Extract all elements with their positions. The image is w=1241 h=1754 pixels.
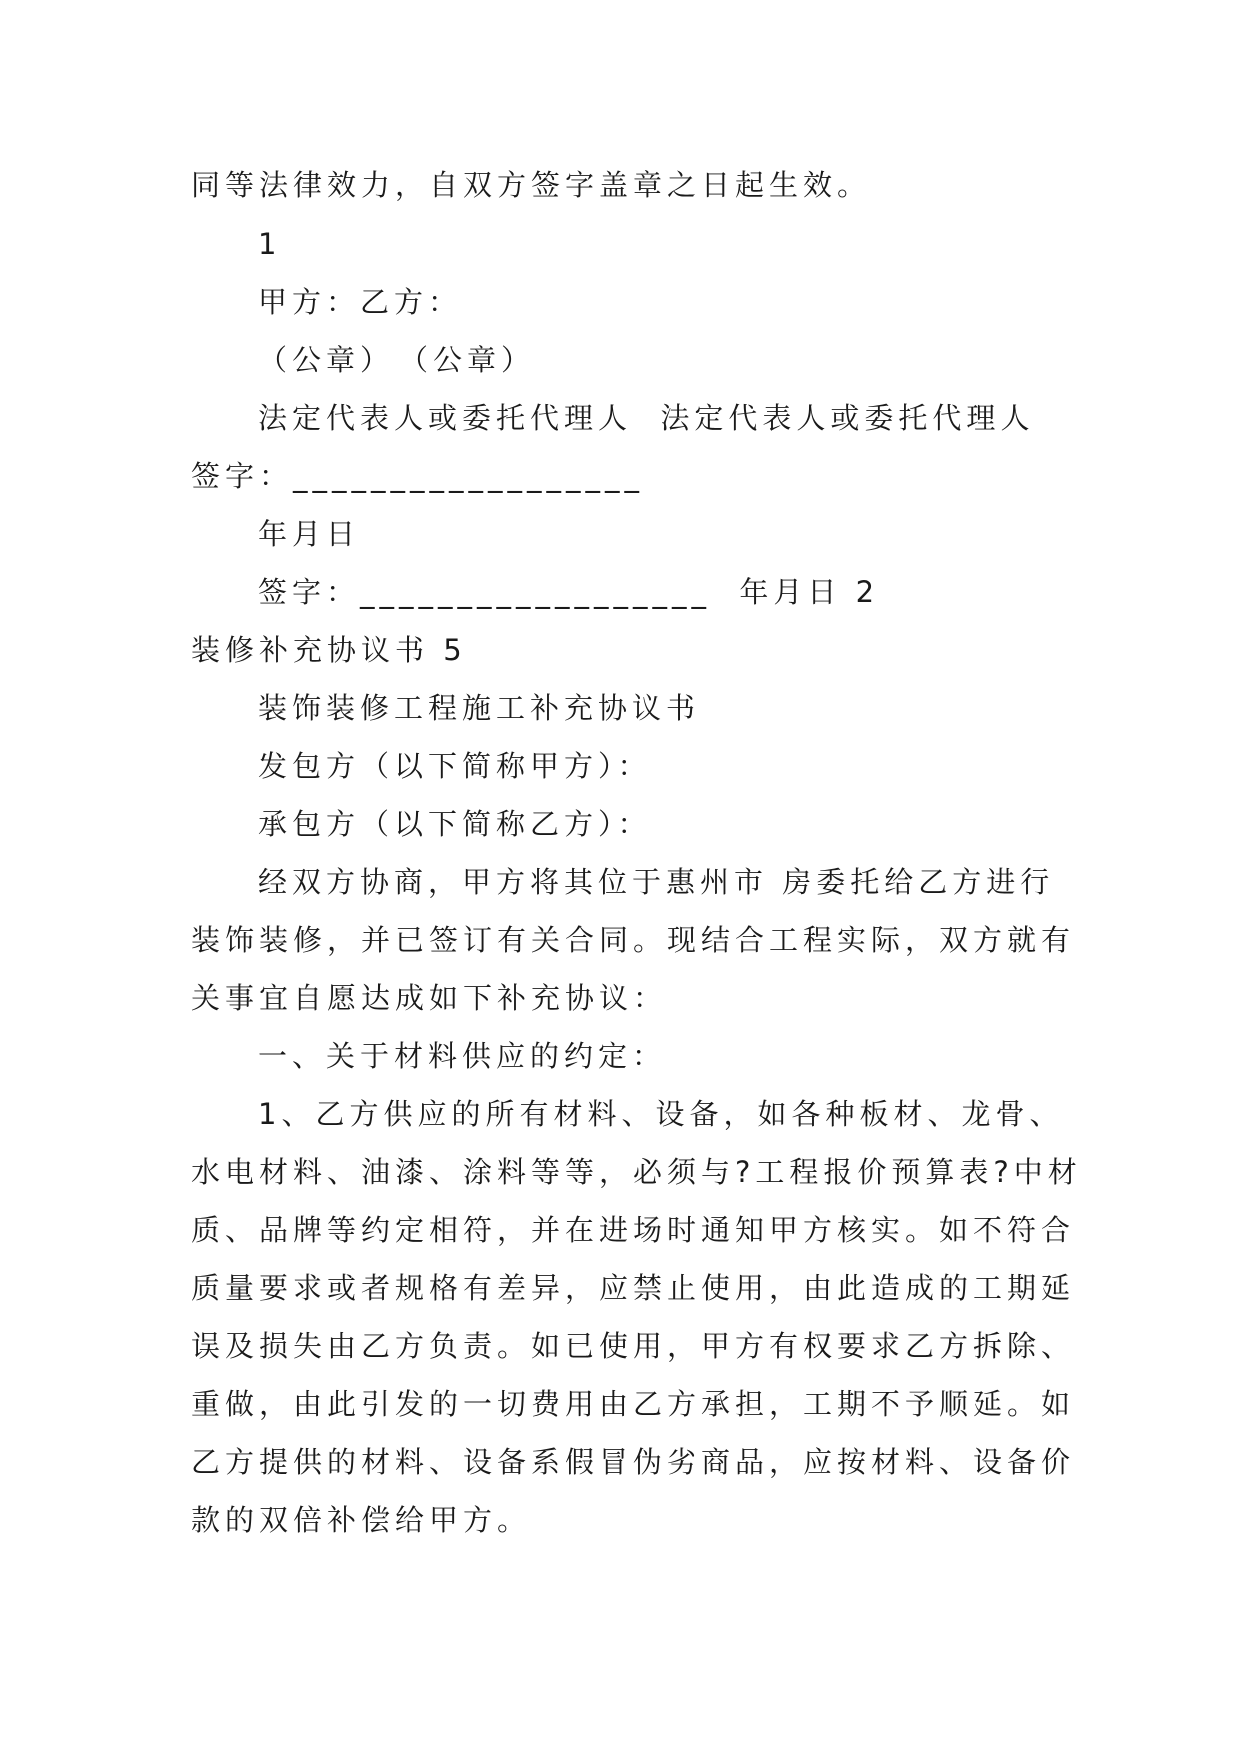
paragraph-line: 误及损失由乙方负责。如已使用，甲方有权要求乙方拆除、 bbox=[191, 1329, 1076, 1363]
clause-heading: 一、关于材料供应的约定： bbox=[258, 1039, 667, 1073]
signature-line: 签字：__________________ bbox=[191, 459, 645, 493]
paragraph-line: 重做，由此引发的一切费用由乙方承担，工期不予顺延。如 bbox=[191, 1387, 1076, 1421]
signature-parties: 甲方：乙方： bbox=[258, 285, 463, 319]
paragraph-line: 乙方提供的材料、设备系假冒伪劣商品，应按材料、设备价 bbox=[191, 1445, 1076, 1479]
party-b-line: 承包方（以下简称乙方）： bbox=[258, 807, 652, 841]
page-number: 1 bbox=[258, 227, 282, 261]
paragraph-line: 装饰装修，并已签订有关合同。现结合工程实际，双方就有 bbox=[191, 923, 1076, 957]
paragraph-line: 款的双倍补偿给甲方。 bbox=[191, 1503, 532, 1537]
paragraph-line: 经双方协商，甲方将其位于惠州市 房委托给乙方进行 bbox=[258, 865, 1055, 899]
paragraph-line: 水电材料、油漆、涂料等等，必须与?工程报价预算表?中材 bbox=[191, 1155, 1082, 1189]
seal-labels: （公章） （公章） bbox=[258, 343, 536, 377]
paragraph-line: 同等法律效力，自双方签字盖章之日起生效。 bbox=[191, 168, 872, 202]
signature-date-line: 签字：__________________ 年月日 2 bbox=[258, 575, 880, 609]
paragraph-line: 质量要求或者规格有差异，应禁止使用，由此造成的工期延 bbox=[191, 1271, 1076, 1305]
paragraph-line: 质、品牌等约定相符，并在进场时通知甲方核实。如不符合 bbox=[191, 1213, 1076, 1247]
paragraph-line: 关事宜自愿达成如下补充协议： bbox=[191, 981, 668, 1015]
representative-labels: 法定代表人或委托代理人 法定代表人或委托代理人 bbox=[258, 401, 1035, 435]
date-line: 年月日 bbox=[258, 517, 361, 551]
party-a-line: 发包方（以下简称甲方）： bbox=[258, 749, 652, 783]
section-heading: 装修补充协议书 5 bbox=[191, 633, 467, 667]
agreement-title: 装饰装修工程施工补充协议书 bbox=[258, 691, 701, 725]
paragraph-line: 1、乙方供应的所有材料、设备，如各种板材、龙骨、 bbox=[258, 1097, 1064, 1131]
